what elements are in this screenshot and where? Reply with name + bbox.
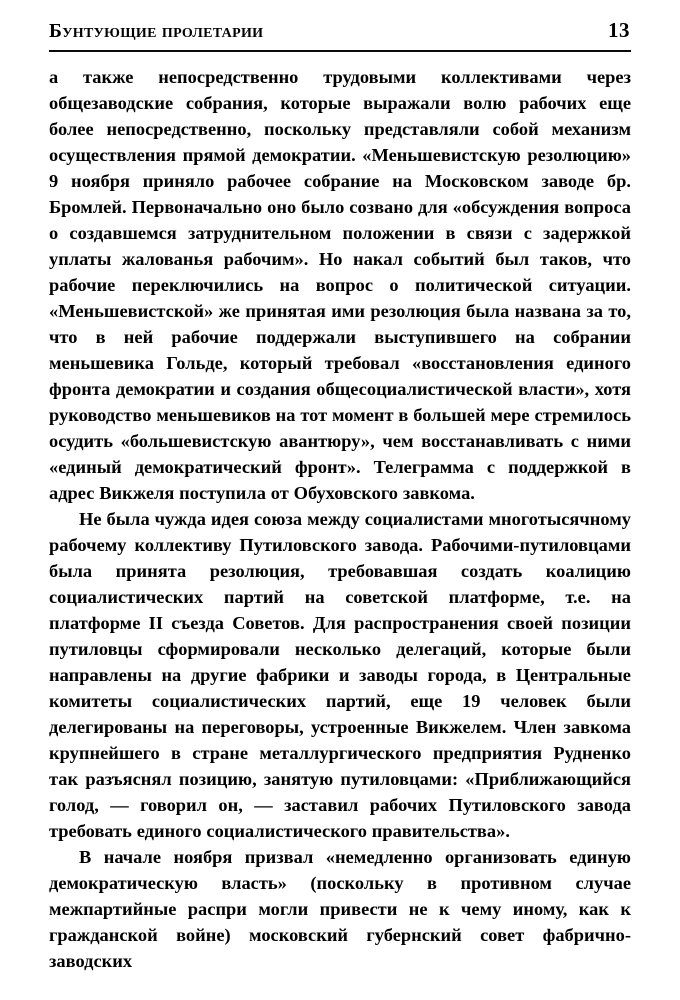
body-text bbox=[49, 64, 631, 974]
header-rule bbox=[49, 50, 631, 52]
paragraph: Не была чужда идея союза между социалистами многотысячному рабочему коллективу Путиловского завода. Рабочими-путиловцами была принята резолюция, требовавшая создать коалицию социалистических партий на советской платформе, т.е. на платформе II съезда Советов. Для распространения своей позиции путиловцы сформировали несколько делегаций, которые были направлены на другие фабрики и заводы города, в Центральные комитеты социалистических партий, еще 19 человек были делегированы на переговоры, устроенные Викжелем. Член завкома крупнейшего в стране металлургического предприятия Рудненко так разъяснял позицию, занятую путиловцами: «Приближающийся голод, — говорил он, — заставил рабочих Путиловского завода требовать единого социалистического правительства». bbox=[49, 509, 631, 841]
paragraph: В начале ноября призвал «немедленно организовать единую демократическую власть» (поскольку в противном случае межпартийные распри могли привести не к чему иному, как к гражданской войне) московский губернский совет фабрично-заводских bbox=[49, 847, 631, 971]
paragraph: а также непосредственно трудовыми коллективами через общезаводские собрания, которые выражали волю рабочих еще более непосредственно, поскольку представляли собой механизм осуществления прямой демократии. «Меньшевистскую резолюцию» 9 ноября приняло рабочее собрание на Московском заводе бр. Бромлей. Первоначально оно было созвано для «обсуждения вопроса о создавшемся затруднительном положении в связи с задержкой уплаты жалованья рабочим». Но накал событий был таков, что рабочие переключились на вопрос о политической ситуации. «Меньшевистской» же принятая ими резолюция была названа за то, что в ней рабочие поддержали выступившего на собрании меньшевика Гольде, который требовал «восстановления единого фронта демократии и создания общесоциалистической власти», хотя руководство меньшевиков на тот момент в большей мере стремилось осудить «большевистскую авантюру», чем восстанавливать с ними «единый демократический фронт». Телеграмма с поддержкой в адрес Викжеля поступила от Обуховского завкома. bbox=[49, 67, 631, 503]
running-head bbox=[49, 18, 630, 48]
running-head-title: Бунтующие пролетарии bbox=[49, 21, 264, 42]
page-number: 13 bbox=[608, 18, 630, 42]
